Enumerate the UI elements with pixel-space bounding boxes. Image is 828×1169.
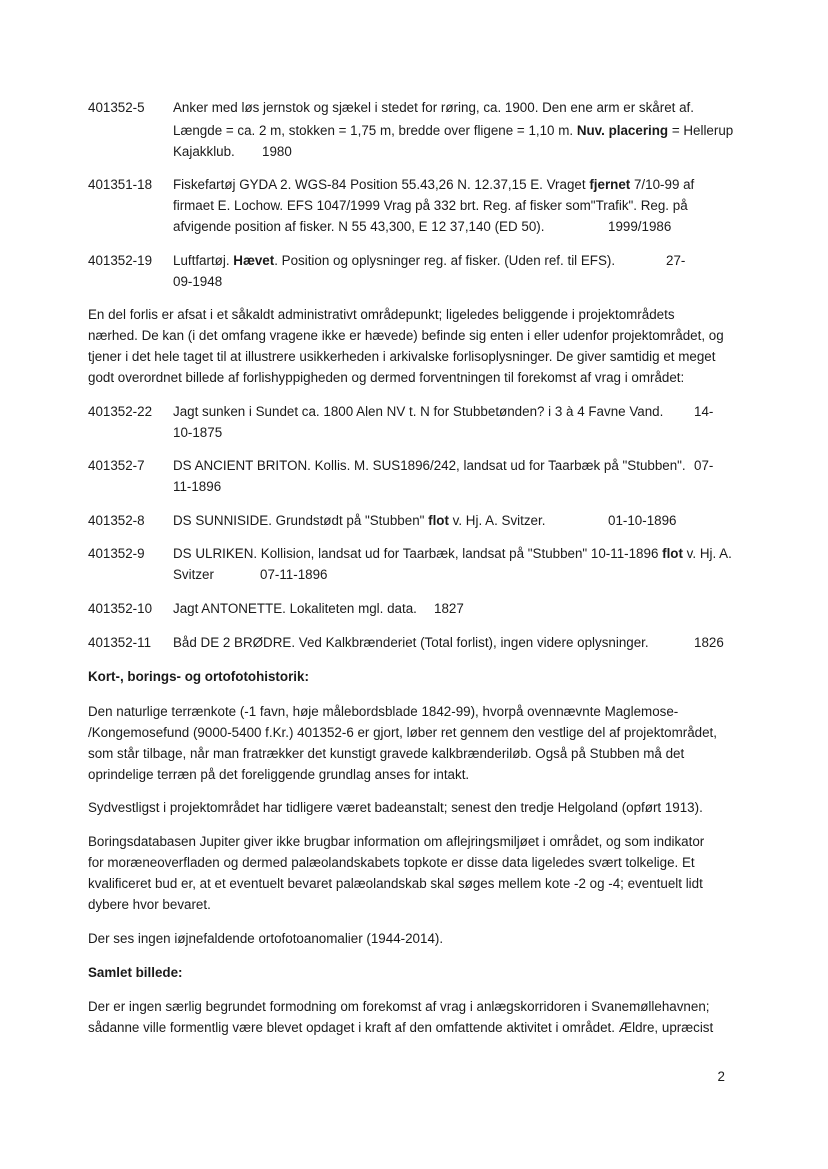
entry-text-line: 11-1896 (173, 479, 222, 494)
entry-id: 401352-10 (88, 601, 153, 616)
paragraph-line: tjener i det hele taget til at illustrere usikkerheden i arkivalske forlisoplysninger. De giver samtidig et meget (88, 349, 716, 364)
paragraph-line: Der er ingen særlig begrundet formodning om forekomst af vrag i anlægskorridoren i Svanemøllehavnen; (88, 999, 710, 1014)
paragraph-line: Boringsdatabasen Jupiter giver ikke brugbar information om aflejringsmiljøet i området, og som indikator (88, 834, 705, 849)
entry-id: 401351-18 (88, 177, 153, 192)
entry-text-line: Båd DE 2 BRØDRE. Ved Kalkbrænderiet (Total forlist), ingen videre oplysninger. (173, 635, 649, 650)
entry-text-line: Luftfartøj. Hævet. Position og oplysninger reg. af fisker. (Uden ref. til EFS). (173, 253, 616, 268)
entry-text-line: DS ULRIKEN. Kollision, landsat ud for Taarbæk, landsat på "Stubben" 10-11-1896 flot v. Hj. A. (173, 546, 732, 561)
paragraph-line: for moræneoverfladen og dermed palæolandskabets topkote er disse data ligeledes svært tolkelige. Et (88, 855, 695, 870)
paragraph-line: Den naturlige terrænkote (-1 favn, høje målebordsblade 1842-99), hvorpå ovennævnte Maglemose- (88, 704, 679, 719)
paragraph-line: sådanne ville formentlig være blevet opdaget i kraft af den omfattende aktivitet i området. Ældre, upræcist (88, 1020, 714, 1035)
entry-date: 27- (666, 253, 686, 268)
bold-label: fjernet (589, 177, 631, 192)
paragraph-line: Sydvestligst i projektområdet har tidligere været badeanstalt; senest den tredje Helgoland (opført 1913). (88, 800, 703, 815)
paragraph-line: som står tilbage, når man fratrækker det kunstigt gravede kalkbrænderiløb. Også på Stubben må det (88, 746, 685, 761)
paragraph-line: Der ses ingen iøjnefaldende ortofotoanomalier (1944-2014). (88, 931, 444, 946)
entry-date: 1999/1986 (608, 219, 672, 234)
entry-text-line: DS SUNNISIDE. Grundstødt på "Stubben" flot v. Hj. A. Svitzer. (173, 513, 546, 528)
paragraph-line: godt overordnet billede af forlishyppigheden og dermed forventningen til forekomst af vrag i området: (88, 370, 685, 385)
section-heading: Kort-, borings- og ortofotohistorik: (88, 669, 309, 684)
bold-label: flot (662, 546, 683, 561)
entry-id: 401352-5 (88, 100, 145, 115)
entry-text-line: 09-1948 (173, 274, 223, 289)
bold-label: Hævet (233, 253, 275, 268)
paragraph-line: dybere hvor bevaret. (88, 897, 211, 912)
entry-id: 401352-22 (88, 404, 153, 419)
entry-text-line: firmaet E. Lochow. EFS 1047/1999 Vrag på 332 brt. Reg. af fisker som"Trafik". Reg. på (173, 198, 688, 213)
entry-date: 07-11-1896 (260, 567, 328, 582)
bold-label: flot (428, 513, 449, 528)
entry-id: 401352-11 (88, 635, 152, 650)
entry-date: 1826 (694, 635, 724, 650)
entry-text-line: Jagt ANTONETTE. Lokaliteten mgl. data. (173, 601, 417, 616)
paragraph-line: En del forlis er afsat i et såkaldt administrativt områdepunkt; ligeledes beliggende i projektområdets (88, 307, 675, 322)
entry-text-line: DS ANCIENT BRITON. Kollis. M. SUS1896/242, landsat ud for Taarbæk på "Stubben". (173, 458, 686, 473)
entry-id: 401352-8 (88, 513, 145, 528)
entry-date: 01-10-1896 (608, 513, 677, 528)
bold-label: Nuv. placering (576, 123, 669, 138)
entry-text-line: Svitzer (173, 567, 214, 582)
entry-text-line: Jagt sunken i Sundet ca. 1800 Alen NV t. N for Stubbetønden? i 3 à 4 Favne Vand. (173, 404, 664, 419)
entry-text-line: afvigende position af fisker. N 55 43,300, E 12 37,140 (ED 50). (173, 219, 545, 234)
page-number: 2 (717, 1069, 725, 1084)
paragraph-line: kvalificeret bud er, at et eventuelt bevaret palæolandskab skal søges mellem kote -2 og -4; eventuelt lidt (88, 876, 703, 891)
entry-id: 401352-19 (88, 253, 153, 268)
entry-text-line: Kajakklub. (173, 144, 235, 159)
entry-text-line: Fiskefartøj GYDA 2. WGS-84 Position 55.43,26 N. 12.37,15 E. Vraget fjernet 7/10-99 af (173, 177, 695, 192)
paragraph-line: oprindelige terræn på det foreliggende grundlag anses for intakt. (88, 767, 470, 782)
entry-date: 1827 (434, 601, 464, 616)
entry-date: 07- (694, 458, 714, 473)
paragraph-line: nærhed. De kan (i det omfang vragene ikke er hævede) befinde sig enten i eller udenfor projektområdet, og (88, 328, 724, 343)
entry-text-line: Anker med løs jernstok og sjækel i stedet for røring, ca. 1900. Den ene arm er skåret af. (173, 100, 694, 115)
entry-date: 1980 (262, 144, 292, 159)
entry-date: 14- (694, 404, 714, 419)
entry-id: 401352-7 (88, 458, 145, 473)
entry-text-line: Længde = ca. 2 m, stokken = 1,75 m, bredde over fligene = 1,10 m. Nuv. placering = Hellerup (173, 123, 734, 138)
entry-id: 401352-9 (88, 546, 145, 561)
paragraph-line: /Kongemosefund (9000-5400 f.Kr.) 401352-6 er gjort, løber ret gennem den vestlige del af projektområdet, (88, 725, 717, 740)
entry-text-line: 10-1875 (173, 425, 223, 440)
section-heading: Samlet billede: (88, 965, 183, 980)
